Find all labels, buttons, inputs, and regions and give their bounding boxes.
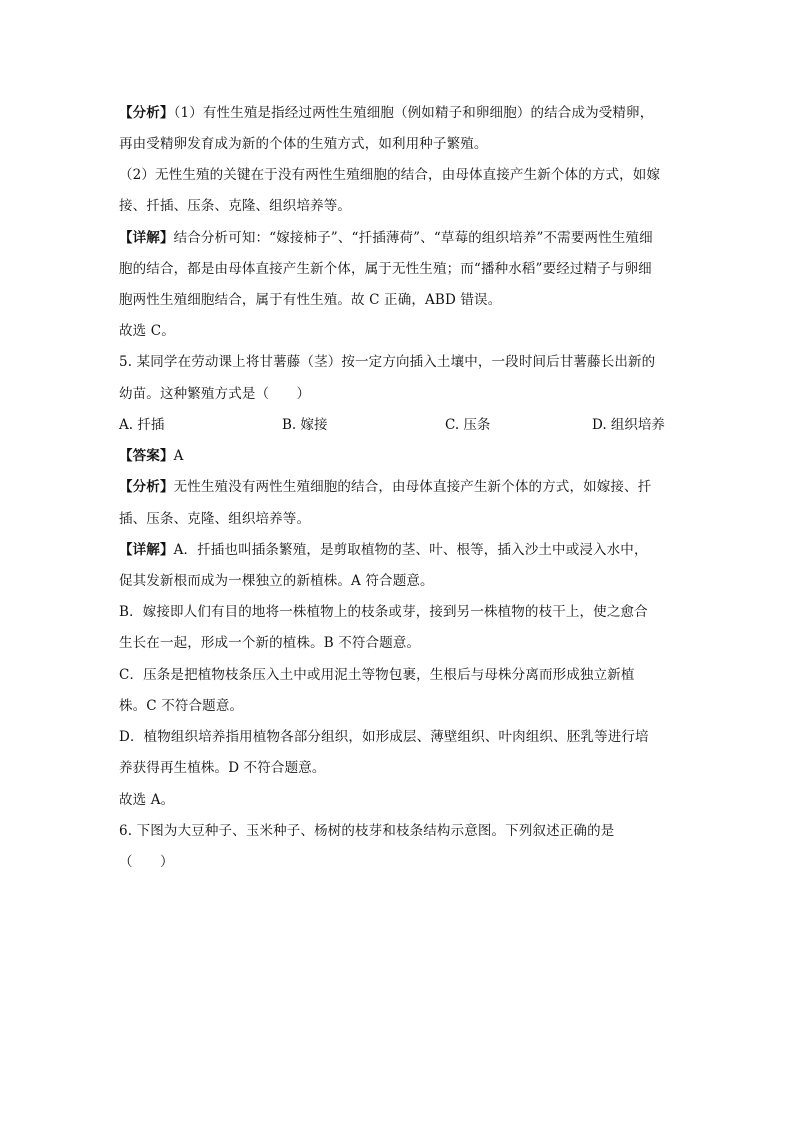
q5-detail-b-line1: B．嫁接即人们有目的地将一株植物上的枝条或芽，接到另一株植物的枝干上，使之愈合	[119, 604, 648, 620]
q5-detail-d-line1: D．植物组织培养指用植物各部分组织，如形成层、薄壁组织、叶肉组织、胚乳等进行培	[119, 729, 649, 745]
q5-stem-line2: 幼苗。这种繁殖方式是（ ）	[119, 386, 311, 402]
q5-option-b: B. 嫁接	[282, 417, 328, 433]
q5-stem-line1: 5. 某同学在劳动课上将甘薯藤（茎）按一定方向插入土壤中，一段时间后甘薯藤长出新的	[119, 354, 656, 370]
q4-analysis-line1: 【分析】（1）有性生殖是指经过两性生殖细胞（例如精子和卵细胞）的结合成为受精卵，	[119, 105, 654, 121]
detail-label: 【详解】	[119, 542, 174, 558]
q5-detail-c-line2: 株。C 不符合题意。	[119, 698, 244, 714]
q5-option-a: A. 扦插	[119, 417, 165, 433]
q6-stem-line2: （ ）	[119, 854, 174, 870]
analysis-label: 【分析】	[119, 479, 174, 495]
q6-stem-line1: 6. 下图为大豆种子、玉米种子、杨树的枝芽和枝条结构示意图。下列叙述正确的是	[119, 823, 615, 839]
q5-detail-b-line2: 生长在一起，形成一个新的植株。B 不符合题意。	[119, 635, 421, 651]
q5-detail-a-line2: 促其发新根而成为一棵独立的新植株。A 符合题意。	[119, 573, 434, 589]
q5-detail-d-line2: 养获得再生植株。D 不符合题意。	[119, 760, 326, 776]
q5-detail-c-line1: C．压条是把植物枝条压入土中或用泥土等物包裹，生根后与母株分离而形成独立新植	[119, 667, 635, 683]
q5-answer	[119, 447, 679, 465]
q5-option-c: C. 压条	[445, 417, 491, 433]
q4-conclusion: 故选 C。	[119, 323, 175, 339]
answer-label: 【答案】	[119, 448, 174, 464]
q5-conclusion: 故选 A。	[119, 792, 175, 808]
q4-analysis-line3: （2）无性生殖的关键在于没有两性生殖细胞的结合，由母体直接产生新个体的方式，如嫁	[119, 167, 661, 183]
answer-value: A	[173, 448, 184, 464]
q5-analysis-line1: 【分析】无性生殖没有两性生殖细胞的结合，由母体直接产生新个体的方式，如嫁接、扦	[119, 479, 652, 495]
detail-label: 【详解】	[119, 230, 174, 246]
q4-detail-line2: 胞的结合，都是由母体直接产生新个体，属于无性生殖；而“播种水稻”要经过精子与卵细	[119, 261, 652, 277]
q5-option-d: D. 组织培养	[592, 417, 665, 433]
q4-analysis-line2: 再由受精卵发育成为新的个体的生殖方式，如利用种子繁殖。	[119, 136, 488, 152]
q5-detail-a-line1: 【详解】A．扦插也叫插条繁殖，是剪取植物的茎、叶、根等，插入沙土中或浸入水中，	[119, 542, 648, 558]
q4-analysis-line4: 接、扦插、压条、克隆、组织培养等。	[119, 198, 352, 214]
q4-detail-line1: 【详解】结合分析可知：“嫁接柿子”、“扦插薄荷”、“草莓的组织培养”不需要两性生殖细	[119, 230, 653, 246]
q4-detail-line3: 胞两性生殖细胞结合，属于有性生殖。故 C 正确，ABD 错误。	[119, 292, 502, 308]
q5-analysis-line2: 插、压条、克隆、组织培养等。	[119, 511, 311, 527]
analysis-label: 【分析】	[119, 105, 174, 121]
